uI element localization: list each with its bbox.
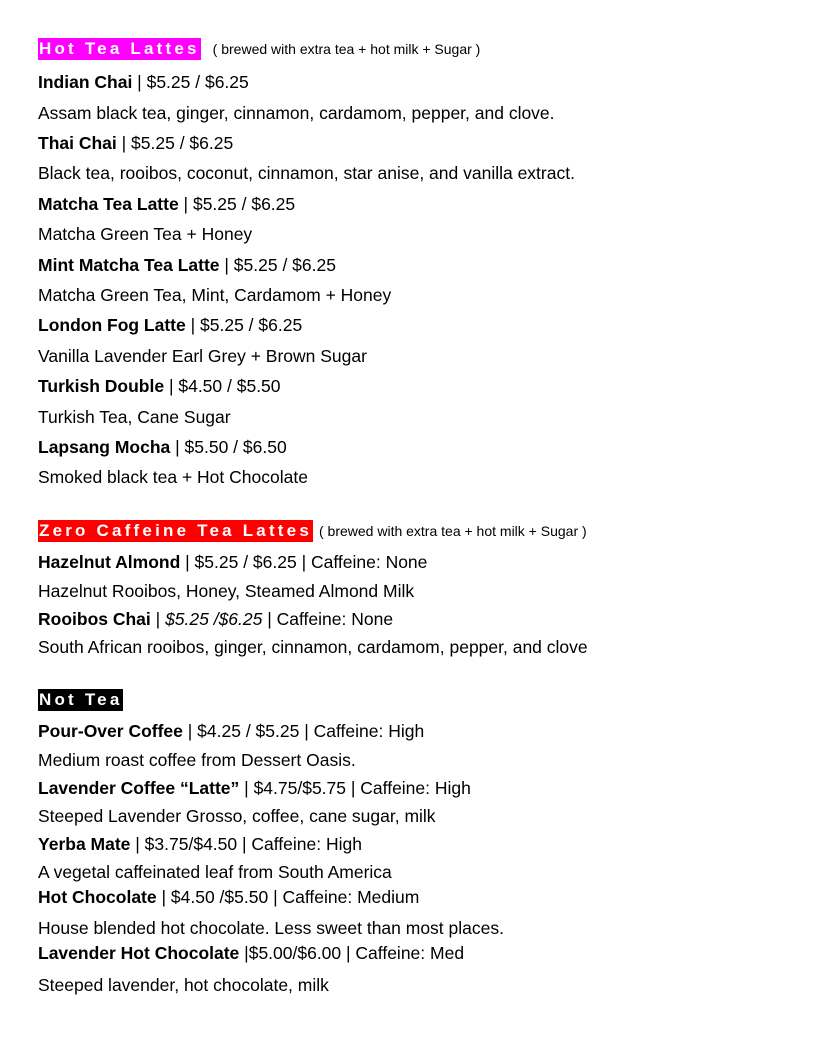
section-heading: Zero Caffeine Tea Lattes	[39, 521, 312, 540]
menu-item-hot-chocolate	[38, 885, 419, 909]
menu-item-london-fog-latte	[38, 313, 302, 337]
section-heading-row	[38, 520, 587, 542]
item-name: Lavender Coffee “Latte”	[38, 778, 240, 798]
item-desc-row	[38, 405, 231, 429]
item-desc-row	[38, 635, 588, 659]
item-description: Vanilla Lavender Earl Grey + Brown Sugar	[38, 346, 367, 366]
item-description: South African rooibos, ginger, cinnamon, cardamom, pepper, and clove	[38, 637, 588, 657]
item-description: Steeped lavender, hot chocolate, milk	[38, 975, 329, 995]
item-price-italic: $5.25 /$6.25	[165, 609, 263, 629]
menu-item-lapsang-mocha	[38, 435, 287, 459]
menu-item-lavender-coffee-latte	[38, 776, 471, 800]
item-desc-row	[38, 465, 308, 489]
item-name: Hot Chocolate	[38, 887, 157, 907]
item-name: Mint Matcha Tea Latte	[38, 255, 220, 275]
item-desc-row	[38, 860, 392, 884]
item-price: | $5.25 / $6.25	[178, 194, 296, 214]
menu-item-indian-chai	[38, 70, 249, 94]
item-desc-row	[38, 579, 414, 603]
item-price: | $4.50 / $5.50	[164, 376, 281, 396]
menu-item-thai-chai	[38, 131, 233, 155]
item-name: Indian Chai	[38, 72, 133, 92]
item-name: Hazelnut Almond	[38, 552, 181, 572]
item-desc-row	[38, 916, 504, 940]
item-desc-row	[38, 804, 436, 828]
item-name: Thai Chai	[38, 133, 117, 153]
item-name: London Fog Latte	[38, 315, 186, 335]
item-desc-row	[38, 283, 391, 307]
item-name: Lapsang Mocha	[38, 437, 171, 457]
section-note: ( brewed with extra tea + hot milk + Sugar )	[212, 41, 481, 57]
menu-item-mint-matcha-tea-latte	[38, 253, 336, 277]
item-price-post: | Caffeine: None	[262, 609, 394, 629]
item-description: Matcha Green Tea + Honey	[38, 224, 253, 244]
item-name: Pour-Over Coffee	[38, 721, 183, 741]
item-price: | $5.25 / $6.25	[116, 133, 234, 153]
menu-item-turkish-double	[38, 374, 281, 398]
section-not-tea	[38, 689, 123, 711]
item-price: | $5.25 / $6.25 | Caffeine: None	[180, 552, 428, 572]
item-description: Steeped Lavender Grosso, coffee, cane sugar, milk	[38, 806, 436, 826]
item-description: Black tea, rooibos, coconut, cinnamon, star anise, and vanilla extract.	[38, 163, 575, 183]
item-description: Medium roast coffee from Dessert Oasis.	[38, 750, 356, 770]
menu-item-lavender-hot-chocolate	[38, 941, 464, 965]
item-description: Matcha Green Tea, Mint, Cardamom + Honey	[38, 285, 392, 305]
item-description: Assam black tea, ginger, cinnamon, cardamom, pepper, and clove.	[38, 103, 555, 123]
section-heading-row	[38, 38, 480, 60]
item-desc-row	[38, 344, 367, 368]
item-name: Matcha Tea Latte	[38, 194, 179, 214]
section-heading-row	[38, 689, 123, 711]
menu-item-yerba-mate	[38, 832, 362, 856]
item-desc-row	[38, 973, 329, 997]
section-heading: Hot Tea Lattes	[39, 39, 200, 58]
section-note: ( brewed with extra tea + hot milk + Sugar )	[318, 523, 587, 539]
item-description: House blended hot chocolate. Less sweet than most places.	[38, 918, 504, 938]
section-zero-caffeine	[38, 520, 587, 542]
item-name: Turkish Double	[38, 376, 165, 396]
item-desc-row	[38, 161, 575, 185]
section-hot-tea-lattes	[38, 38, 480, 60]
item-price: | $4.25 / $5.25 | Caffeine: High	[182, 721, 425, 741]
item-name: Yerba Mate	[38, 834, 131, 854]
item-desc-row	[38, 222, 252, 246]
item-name: Rooibos Chai	[38, 609, 151, 629]
section-heading: Not Tea	[39, 690, 123, 709]
item-name: Lavender Hot Chocolate	[38, 943, 240, 963]
menu-item-matcha-tea-latte	[38, 192, 295, 216]
item-price: | $5.25 / $6.25	[185, 315, 303, 335]
menu-item-pour-over-coffee	[38, 719, 424, 743]
item-desc-row	[38, 101, 555, 125]
item-price: |$5.00/$6.00 | Caffeine: Med	[239, 943, 465, 963]
item-description: Smoked black tea + Hot Chocolate	[38, 467, 308, 487]
item-price-pre: |	[150, 609, 166, 629]
item-price: | $4.50 /$5.50 | Caffeine: Medium	[156, 887, 420, 907]
menu-item-hazelnut-almond	[38, 550, 427, 574]
item-price: | $5.50 / $6.50	[170, 437, 287, 457]
item-price: | $4.75/$5.75 | Caffeine: High	[239, 778, 471, 798]
menu-item-rooibos-chai	[38, 607, 393, 631]
item-description: Hazelnut Rooibos, Honey, Steamed Almond Milk	[38, 581, 415, 601]
item-price: | $5.25 / $6.25	[219, 255, 336, 275]
item-price: | $3.75/$4.50 | Caffeine: High	[130, 834, 362, 854]
item-desc-row	[38, 748, 356, 772]
item-price: | $5.25 / $6.25	[132, 72, 249, 92]
item-description: A vegetal caffeinated leaf from South America	[38, 862, 392, 882]
item-description: Turkish Tea, Cane Sugar	[38, 407, 231, 427]
